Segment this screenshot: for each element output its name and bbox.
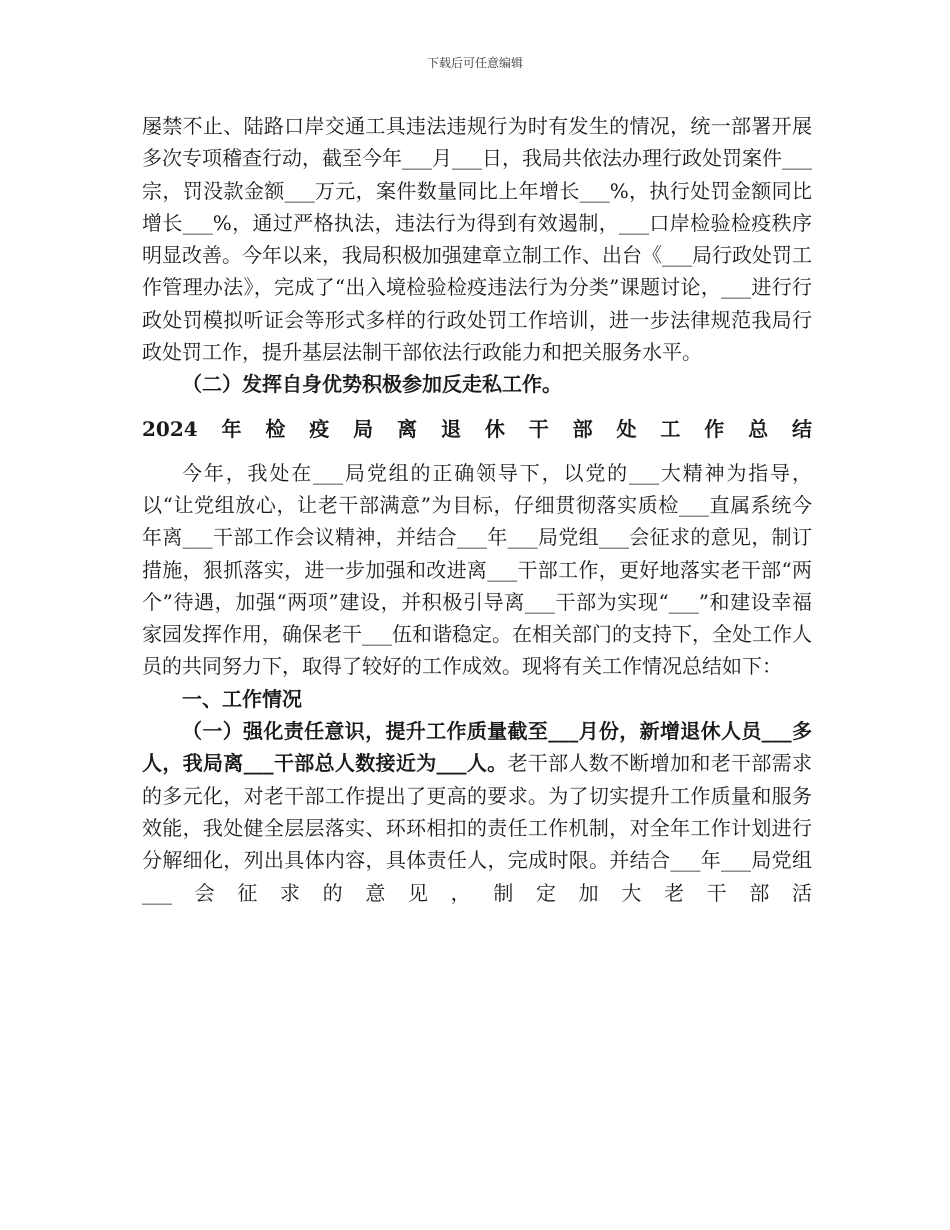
paragraph-1: 屡禁不止、陆路口岸交通工具违法违规行为时有发生的情况，统一部署开展多次专项稽查行动，截至今年___月___日，我局共依法办理行政处罚案件___宗，罚没款金额___万元，案件数量同比上年增长___%，执行处罚金额同比增长___%，通过严格执法，违法行为得到有效遏制，___口岸检验检疫秩序明显改善。今年以来，我局积极加强建章立制工作、出台《___局行政处罚工作管理办法》，完成了“出入境检验检疫违法行为分类”课题讨论，___进行行政处罚模拟听证会等形式多样的行政处罚工作培训，进一步法律规范我局行政处罚工作，提升基层法制干部依法行政能力和把关服务水平。 xyxy=(142,114,812,365)
blank-4: ___ xyxy=(436,751,467,776)
bold-lead-a: （一）强化责任意识，提升工作质量截至 xyxy=(182,719,549,744)
bold-lead-d: 干部总人数接近为 xyxy=(273,751,437,776)
blank-3: ___ xyxy=(243,751,274,776)
bold-lead-c: 多人，我局离 xyxy=(142,719,813,776)
blank-1: ___ xyxy=(548,719,579,744)
paragraph-intro: 今年，我处在___局党组的正确领导下，以党的___大精神为指导，以“让党组放心，让老干部满意”为目标，仔细贯彻落实质检___直属系统今年离___干部工作会议精神，并结合___年___局党组___会征求的意见，制订措施，狠抓落实，进一步加强和改进离___干部工作，更好地落实老干部“两个”待遇，加强“两项”建设，并积极引导离___干部为实现“___”和建设幸福家园发挥作用，确保老干___伍和谐稳定。在相关部门的支持下，全处工作人员的共同努力下，取得了较好的工作成效。现将有关工作情况总结如下： xyxy=(142,460,812,679)
paragraph-work-1-text: 老干部人数不断增加和老干部需求的多元化，对老干部工作提出了更高的要求。为了切实提升工作质量和服务效能，我处健全层层落实、环环相扣的责任工作机制，对全年工作计划进行分解细化，列出具体内容，具体责任人，完成时限。并结合___年___局党组___会征求的意见，制定加大老干部活 xyxy=(142,751,813,905)
blank-2: ___ xyxy=(761,719,792,744)
bold-lead-e: 人。 xyxy=(466,751,508,776)
document-title: 2024年检疫局离退休干部处工作总结 xyxy=(142,416,812,441)
section-heading-1: 一、工作情况 xyxy=(182,686,302,711)
document-body xyxy=(142,110,812,909)
bold-lead-b: 月份，新增退休人员 xyxy=(578,719,762,744)
page-header: 下载后可任意编辑 xyxy=(426,56,523,70)
section-heading-2: （二）发挥自身优势积极参加反走私工作。 xyxy=(182,372,562,397)
paragraph-work-1 xyxy=(142,715,812,909)
